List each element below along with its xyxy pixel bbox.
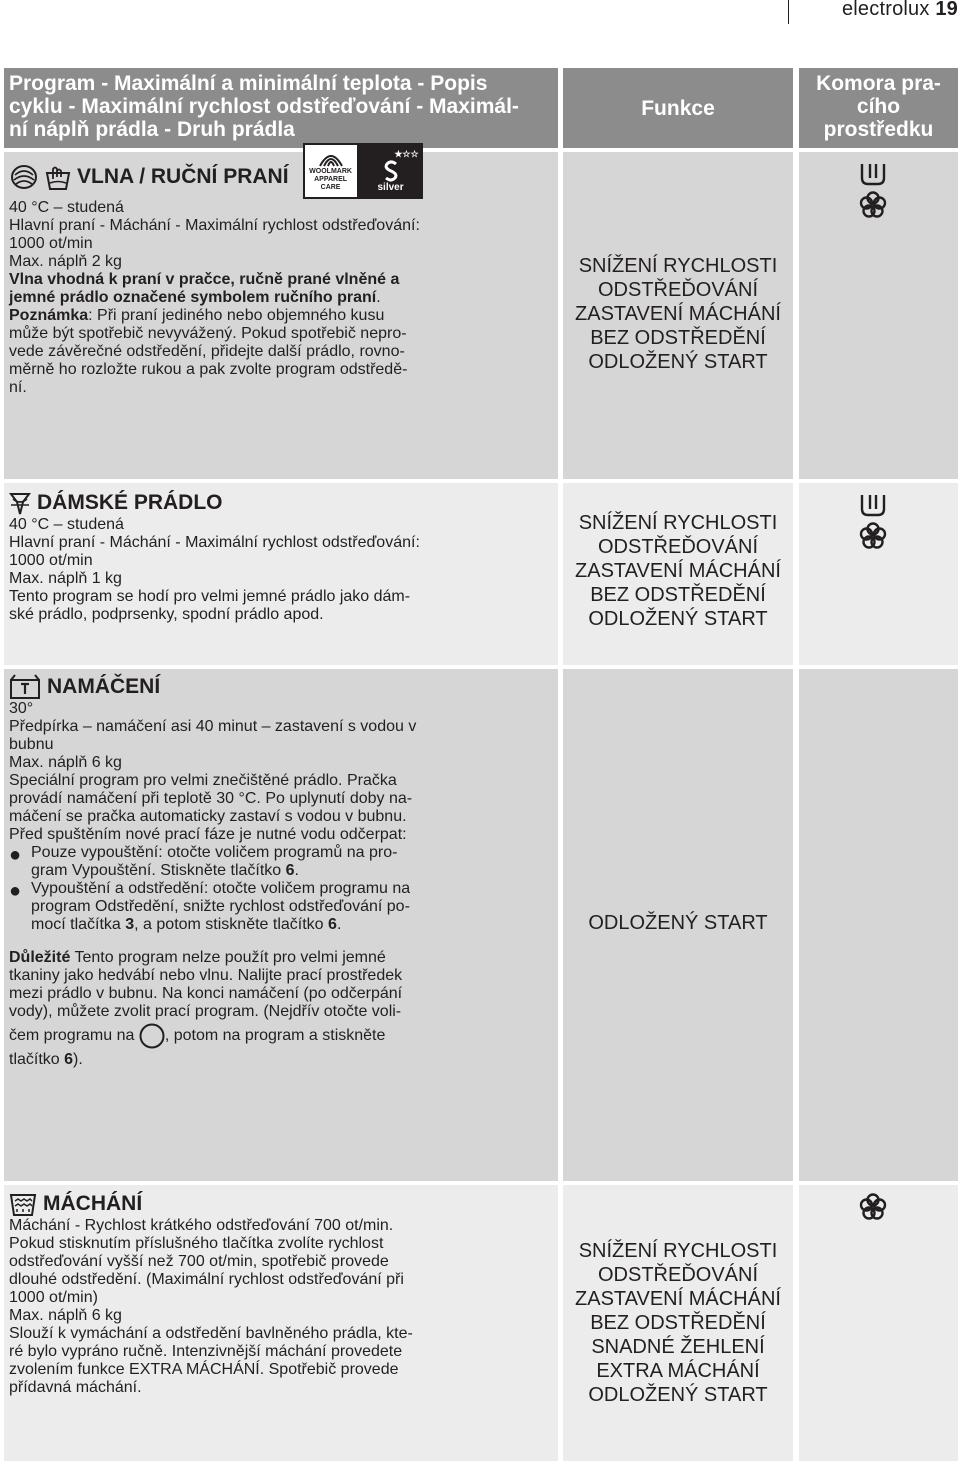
off-position-icon: [139, 1023, 165, 1049]
soak-icon: [9, 674, 41, 700]
silver-badge: [359, 143, 423, 199]
silver-s-icon: [382, 160, 400, 182]
softener-compartment-icon: [859, 522, 887, 550]
bullet-item: [9, 844, 554, 880]
header-detergent-line: prostředku: [823, 118, 934, 141]
rinse-icon: [9, 1191, 37, 1217]
note-label: Poznámka: [9, 307, 89, 324]
desc-line: 1000 ot/min: [9, 235, 93, 252]
important-text: tkaniny jako hedvábí nebo vlnu. Nalijte prací prostředek: [9, 967, 403, 984]
brand-name: electrolux: [841, 0, 930, 20]
important-text: vody), můžete zvolit prací program. (Nejdřív otočte voli-: [9, 1003, 402, 1020]
program-row-soak: [4, 669, 958, 1181]
important-text: čem programu na: [9, 1027, 139, 1044]
button-number: 6: [328, 916, 337, 933]
program-description: [4, 1185, 558, 1461]
desc-line: odstřeďování vyšší než 700 ot/min, spotřebič provede: [9, 1253, 389, 1270]
detergent-compartments: [799, 152, 958, 479]
woolmark-subtext: APPAREL CARE: [314, 176, 348, 191]
important-text: , potom na program a stiskněte: [164, 1027, 386, 1044]
desc-line: 1000 ot/min: [9, 552, 93, 569]
bullet-punct: .: [336, 916, 342, 933]
bullet-text: Pouze vypouštění: otočte voličem programů na pro-: [31, 844, 398, 861]
desc-line: dlouhé odstředění. (Maximální rychlost odstřeďování při: [9, 1271, 404, 1288]
program-description: [4, 669, 558, 1181]
function-item: ZASTAVENÍ MÁCHÁNÍ: [575, 1288, 781, 1310]
program-title-row: [9, 149, 554, 199]
function-item: ODLOŽENÝ START: [588, 351, 768, 373]
woolmark-badge: [303, 143, 359, 199]
functions-list: [563, 669, 793, 935]
bullet-punct: .: [294, 862, 299, 879]
desc-line: Hlavní praní - Máchání - Maximální rychlost odstřeďování:: [9, 534, 420, 551]
function-item: SNÍŽENÍ RYCHLOSTI: [578, 1240, 778, 1262]
detergent-compartments: [799, 669, 958, 1181]
function-item: ODLOŽENÝ START: [588, 912, 768, 934]
function-item: BEZ ODSTŘEDĚNÍ: [590, 327, 766, 349]
button-number: 6: [285, 862, 295, 879]
important-text: Tento program nelze použít pro velmi jemné: [70, 949, 386, 966]
bullet-text: gram Vypouštění. Stiskněte tlačítko: [31, 862, 286, 879]
program-row-lingerie: [4, 483, 958, 665]
function-item: SNÍŽENÍ RYCHLOSTI: [578, 512, 778, 534]
program-functions: [563, 152, 793, 479]
desc-line: Pokud stisknutím příslušného tlačítka zvolíte rychlost: [9, 1235, 384, 1252]
desc-line: Před spuštěním nové prací fáze je nutné vodu odčerpat:: [9, 826, 407, 843]
desc-line: bubnu: [9, 736, 54, 753]
page-header: [0, 0, 960, 30]
function-item: SNADNÉ ŽEHLENÍ: [591, 1336, 765, 1358]
bullet-text: , a potom stiskněte tlačítko: [134, 916, 329, 933]
desc-line: přídavná máchání.: [9, 1379, 142, 1396]
softener-compartment-icon: [859, 1193, 887, 1221]
desc-line: Max. náplň 2 kg: [9, 253, 122, 270]
main-wash-compartment-icon: [859, 491, 887, 517]
program-title: DÁMSKÉ PRÁDLO: [37, 491, 223, 514]
desc-line: Speciální program pro velmi znečištěné prádlo. Pračka: [9, 772, 397, 789]
brand-page: [842, 0, 958, 21]
program-title: VLNA / RUČNÍ PRANÍ: [77, 165, 289, 188]
desc-line: Slouží k vymáchání a odstředění bavlněného prádla, kte-: [9, 1325, 413, 1342]
bullet-item: [9, 880, 554, 934]
note-text: : Při praní jediného nebo objemného kusu: [88, 307, 385, 324]
detergent-compartments: [799, 1185, 958, 1461]
important-text: ).: [73, 1051, 83, 1068]
important-text: tlačítko: [9, 1051, 65, 1068]
desc-line: Max. náplň 1 kg: [9, 570, 122, 587]
program-table: [4, 68, 958, 1461]
function-item: ODSTŘEĎOVÁNÍ: [597, 279, 759, 301]
functions-list: [563, 483, 793, 631]
desc-line: Max. náplň 6 kg: [9, 1307, 122, 1324]
program-row-rinse: [4, 1185, 958, 1461]
program-title-row: [9, 490, 554, 516]
desc-line: zvolením funkce EXTRA MÁCHÁNÍ. Spotřebič provede: [9, 1361, 399, 1378]
desc-line: 40 °C – studená: [9, 199, 124, 216]
function-item: ODSTŘEĎOVÁNÍ: [597, 1264, 759, 1286]
header-functions: [563, 68, 793, 148]
important-label: Důležité: [9, 949, 71, 966]
desc-line: máčení se pračka automaticky zastaví s vodou v bubnu.: [9, 808, 407, 825]
desc-line: Máchání - Rychlost krátkého odstřeďování 700 ot/min.: [9, 1217, 394, 1234]
desc-line: ré bylo vypráno ručně. Intenzivnější máchání provedete: [9, 1343, 403, 1360]
function-item: BEZ ODSTŘEDĚNÍ: [590, 584, 766, 606]
header-program-line: cyklu - Maximální rychlost odstřeďování - Maximál-: [9, 95, 519, 118]
button-number: 3: [125, 916, 135, 933]
program-functions: [563, 669, 793, 1181]
note-text: může být spotřebič nevyvážený. Pokud spotřebič nepro-: [9, 325, 407, 342]
wool-icon: [9, 163, 39, 191]
bullet-dot: ●: [9, 844, 22, 866]
desc-line: provádí namáčení při teplotě 30 °C. Po uplynutí doby na-: [9, 790, 413, 807]
header-program-line: ní náplň prádla - Druh prádla: [9, 118, 295, 141]
desc-line: Předpírka – namáčení asi 40 minut – zastavení s vodou v: [9, 718, 417, 735]
header-detergent: [799, 68, 958, 148]
header-divider: [788, 0, 789, 24]
header-detergent-line: Komora pra-: [816, 72, 941, 95]
desc-line: 30°: [9, 700, 34, 717]
desc-bold-line: Vlna vhodná k praní v pračce, ručně prané vlněné a: [9, 271, 400, 288]
softener-compartment-icon: [859, 191, 887, 219]
program-title: NAMÁČENÍ: [47, 675, 161, 698]
note-text: měrně ho rozložte rukou a pak zvolte program odstředě-: [9, 361, 408, 378]
woolmark-text: WOOLMARK: [309, 168, 352, 175]
desc-line: Hlavní praní - Máchání - Maximální rychlost odstřeďování:: [9, 217, 420, 234]
function-item: ZASTAVENÍ MÁCHÁNÍ: [575, 303, 781, 325]
program-description: [4, 483, 558, 665]
lingerie-icon: [9, 490, 31, 516]
desc-line: 1000 ot/min): [9, 1289, 98, 1306]
bullet-dot: ●: [9, 880, 22, 902]
bullet-text: Vypouštění a odstředění: otočte voličem programu na: [31, 880, 411, 897]
desc-line: Tento program se hodí pro velmi jemné prádlo jako dám-: [9, 588, 411, 605]
table-header: [4, 68, 958, 148]
button-number: 6: [64, 1051, 74, 1068]
header-program: [4, 68, 558, 148]
silver-text: silver: [377, 182, 404, 193]
function-item: SNÍŽENÍ RYCHLOSTI: [578, 255, 778, 277]
header-functions-label: Funkce: [641, 96, 715, 120]
function-item: EXTRA MÁCHÁNÍ: [596, 1360, 760, 1382]
function-item: ODLOŽENÝ START: [588, 608, 768, 630]
desc-bold-line: jemné prádlo označené symbolem ručního praní: [9, 289, 377, 306]
desc-line: Max. náplň 6 kg: [9, 754, 122, 771]
program-title-row: [9, 1191, 554, 1217]
program-row-wool: [4, 149, 958, 479]
program-title-row: [9, 674, 554, 700]
page-number: 19: [935, 0, 958, 20]
function-item: ODSTŘEĎOVÁNÍ: [597, 536, 759, 558]
woolmark-logo: [303, 143, 423, 199]
desc-line: 40 °C – studená: [9, 516, 124, 533]
hand-wash-icon: [45, 163, 71, 191]
bullet-text: program Odstředění, snižte rychlost odstřeďování po-: [31, 898, 410, 915]
main-wash-compartment-icon: [859, 160, 887, 186]
detergent-compartments: [799, 483, 958, 665]
bullet-text: mocí tlačítka: [31, 916, 126, 933]
header-detergent-line: cího: [856, 95, 901, 118]
note-text: vede závěrečné odstředění, přidejte další prádlo, rovno-: [9, 343, 405, 360]
desc-punct: .: [376, 289, 381, 306]
important-text: mezi prádlo v bubnu. Na konci namáčení (po odčerpání: [9, 985, 403, 1002]
silver-stars: ★☆☆: [394, 149, 419, 159]
woolmark-icon: [318, 150, 344, 168]
program-title: MÁCHÁNÍ: [43, 1192, 143, 1215]
function-item: BEZ ODSTŘEDĚNÍ: [590, 1312, 766, 1334]
function-item: ODLOŽENÝ START: [588, 1384, 768, 1406]
desc-line: ské prádlo, podprsenky, spodní prádlo apod.: [9, 606, 324, 623]
program-functions: [563, 1185, 793, 1461]
function-item: ZASTAVENÍ MÁCHÁNÍ: [575, 560, 781, 582]
header-program-line: Program - Maximální a minimální teplota - Popis: [9, 72, 488, 95]
functions-list: [563, 152, 793, 374]
program-description: [4, 149, 558, 479]
program-functions: [563, 483, 793, 665]
functions-list: [563, 1185, 793, 1407]
note-text: ní.: [9, 379, 27, 396]
